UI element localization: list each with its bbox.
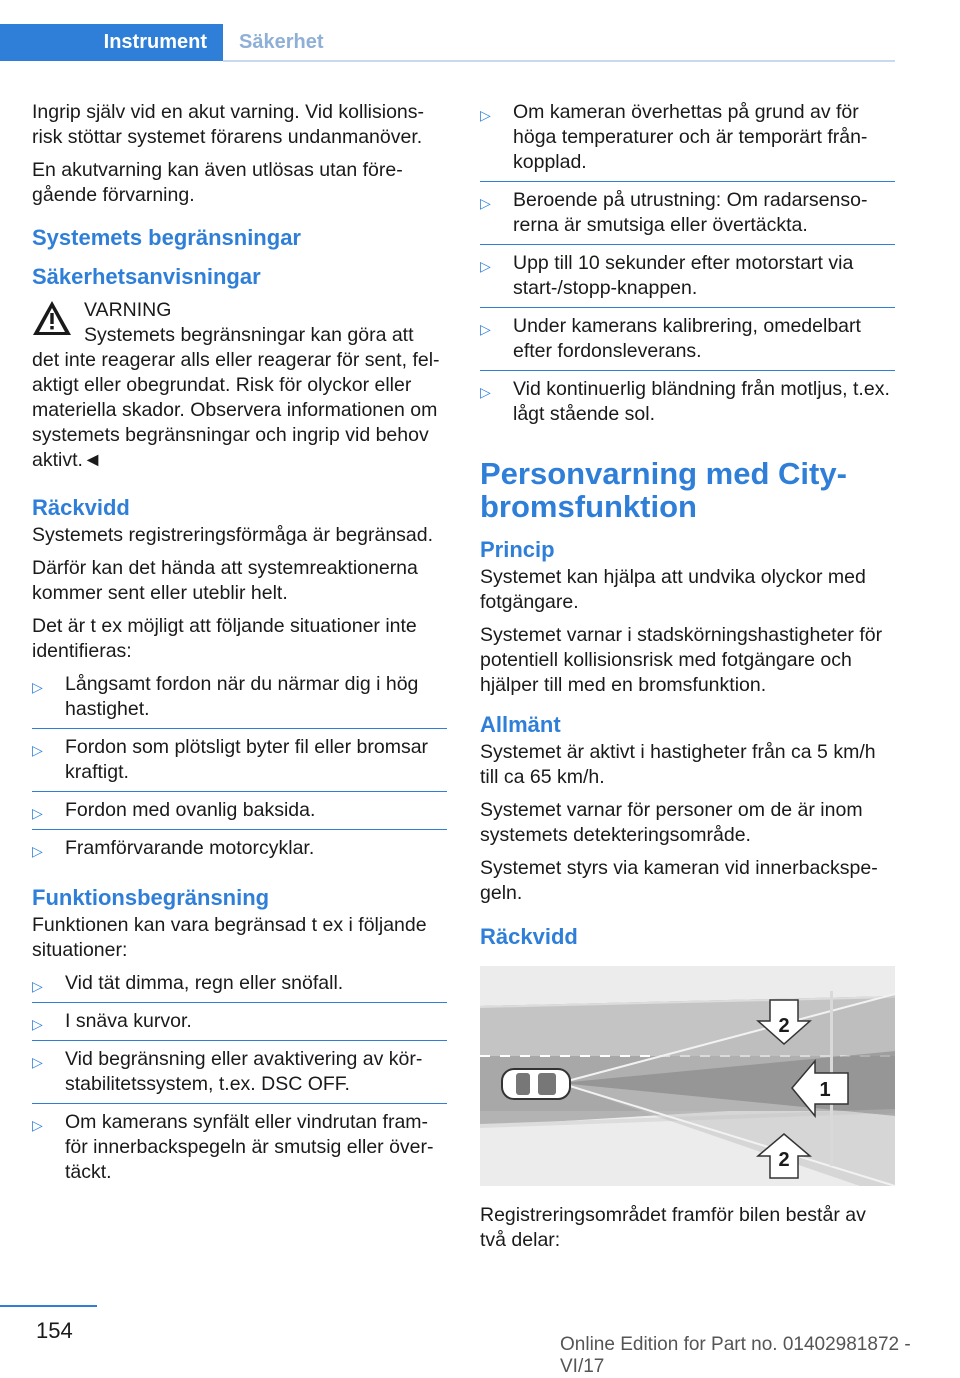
footer-divider: [0, 1305, 97, 1307]
warning-block: [32, 298, 447, 473]
list-item: ▷ Upp till 10 sekunder efter motorstart via start-/stopp-knappen.: [480, 251, 895, 308]
list-item: ▷ Långsamt fordon när du närmar dig i hög hastighet.: [32, 672, 447, 729]
tab-instrument[interactable]: Instrument: [0, 24, 223, 61]
func-list: [32, 971, 447, 1191]
heading-range-right: Räckvidd: [480, 924, 578, 949]
bullet-icon: ▷: [480, 384, 491, 400]
list-item: ▷ Fordon som plötsligt byter fil eller bromsar kraftigt.: [32, 735, 447, 792]
continued-list: [480, 100, 895, 433]
car-icon: [502, 1069, 570, 1099]
tab-sakerhet[interactable]: Säkerhet: [223, 24, 895, 61]
list-item: ▷ Framförvarande motorcyklar.: [32, 836, 447, 867]
list-item: ▷ Vid begränsning eller avaktivering av kör-stabilitetssystem, t.ex. DSC OFF.: [32, 1047, 447, 1104]
bullet-icon: ▷: [480, 195, 491, 211]
list-item: ▷ Fordon med ovanlig baksida.: [32, 798, 447, 830]
list-item: ▷ Under kamerans kalibrering, omedelbart efter fordonsleverans.: [480, 314, 895, 371]
warning-triangle-icon: [32, 300, 72, 336]
zone-label-2-bottom: 2: [778, 1149, 790, 1171]
paragraph: Systemet styrs via kameran vid innerbackspe-geln.: [480, 857, 878, 904]
heading-func-limit: Funktionsbegränsning: [32, 885, 270, 910]
list-item: ▷ Vid tät dimma, regn eller snöfall.: [32, 971, 447, 1003]
bullet-icon: ▷: [32, 1117, 43, 1133]
edition-footer: Online Edition for Part no. 01402981872 - VI/17: [560, 1334, 911, 1377]
paragraph: Det är t ex möjligt att följande situationer inte identifieras:: [32, 615, 417, 662]
zone-label-2-top: 2: [778, 1015, 790, 1037]
bullet-icon: ▷: [32, 679, 43, 695]
paragraph: Därför kan det hända att systemreaktionerna kommer sent eller uteblir helt.: [32, 557, 418, 604]
paragraph: Funktionen kan vara begränsad t ex i följande situationer:: [32, 914, 427, 961]
right-column: [480, 100, 895, 1261]
warning-text: det inte reagerar alls eller reagerar för sent, fel-aktigt eller obegrundat. Risk för olyckor eller materiella skador. Observera informationen om systemets begränsningar och ingrip vid behov aktivt.◄: [32, 349, 440, 471]
paragraph: Systemet kan hjälpa att undvika olyckor med fotgängare.: [480, 566, 866, 613]
bullet-icon: ▷: [32, 978, 43, 994]
warning-text-first: Systemets begränsningar kan göra att: [84, 324, 414, 346]
paragraph: En akutvarning kan även utlösas utan före-gående förvarning.: [32, 159, 403, 206]
heading-safety: Säkerhetsanvisningar: [32, 264, 261, 289]
bullet-icon: ▷: [32, 742, 43, 758]
detection-range-figure: [480, 966, 895, 1186]
list-item: ▷ Vid kontinuerlig bländning från motljus, t.ex. lågt stående sol.: [480, 378, 890, 425]
list-item: ▷ Beroende på utrustning: Om radarsenso-rerna är smutsiga eller övertäckta.: [480, 188, 895, 245]
list-item: ▷ Om kamerans synfält eller vindrutan fram-för innerbackspegeln är smutsig eller över-täckt.: [32, 1111, 434, 1183]
tab-divider: [223, 60, 895, 62]
paragraph: Systemet varnar för personer om de är inom systemets detekteringsområde.: [480, 799, 863, 846]
heading-general: Allmänt: [480, 712, 561, 737]
bullet-icon: ▷: [32, 805, 43, 821]
bullet-icon: ▷: [32, 1016, 43, 1032]
heading-person-warning: Personvarning med City-bromsfunktion: [480, 456, 847, 524]
paragraph: Systemets registreringsförmåga är begränsad.: [32, 524, 434, 546]
paragraph: Systemet är aktivt i hastigheter från ca 5 km/h till ca 65 km/h.: [480, 741, 876, 788]
heading-range: Räckvidd: [32, 495, 130, 520]
chapter-tabs: [0, 0, 960, 62]
list-item: ▷ I snäva kurvor.: [32, 1009, 447, 1041]
heading-principle: Princip: [480, 537, 555, 562]
paragraph: Ingrip själv vid en akut varning. Vid kollisions-risk stöttar systemet förarens undanmanöver.: [32, 101, 424, 148]
left-column: [32, 100, 447, 1197]
paragraph: Systemet varnar i stadskörningshastigheter för potentiell kollisionsrisk med fotgängare och hjälper till med en bromsfunktion.: [480, 624, 883, 696]
bullet-icon: ▷: [480, 258, 491, 274]
warning-title: VARNING: [84, 299, 172, 321]
bullet-icon: ▷: [32, 1054, 43, 1070]
bullet-icon: ▷: [480, 321, 491, 337]
bullet-icon: ▷: [32, 843, 43, 859]
zone-label-1: 1: [819, 1079, 831, 1101]
figure-caption: Registreringsområdet framför bilen består av två delar:: [480, 1204, 866, 1251]
page-number: 154: [36, 1318, 73, 1343]
list-item: ▷ Om kameran överhettas på grund av för höga temperaturer och är temporärt från-kopplad.: [480, 100, 895, 182]
bullet-icon: ▷: [480, 107, 491, 123]
range-list: [32, 672, 447, 867]
heading-limits: Systemets begränsningar: [32, 225, 301, 250]
